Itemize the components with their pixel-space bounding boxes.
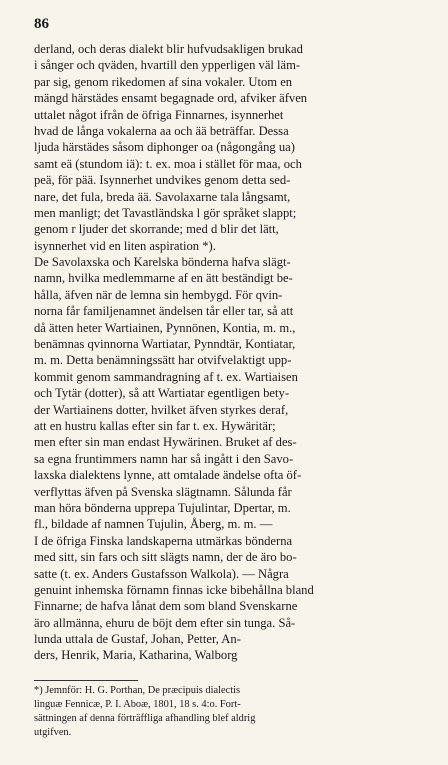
text-line: att en hustru kallas efter sin far t. ex. Hywäritär; bbox=[34, 418, 276, 433]
text-line: namn, hvilka medlemmarne af en ätt beständigt be- bbox=[34, 271, 293, 286]
text-line: men efter sin man endast Hywärinen. Bruket af des- bbox=[34, 435, 297, 450]
text-line: Finnarne; de hafva lånat dem som bland Svenskarne bbox=[34, 599, 298, 614]
text-line: genuint inhemska förnamn finnas icke bibehållna bland bbox=[34, 582, 314, 597]
text-line: der Wartiainens dotter, hvilket äfven styrkes deraf, bbox=[34, 402, 289, 417]
footnote-rule bbox=[34, 680, 138, 681]
text-line: laxska dialektens lynne, att omtalade ändelse ofta öf- bbox=[34, 468, 302, 483]
text-line: sa egna fruntimmers namn har så ingått i den Savo- bbox=[34, 451, 294, 466]
text-line: då ätten heter Wartiainen, Pynnönen, Kontia, m. m., bbox=[34, 320, 296, 335]
text-line: kommit genom sammandragning af t. ex. Wartiaisen bbox=[34, 369, 298, 384]
text-line: benämnas qvinnorna Wartiatar, Pynndtär, Kontiatar, bbox=[34, 337, 296, 352]
page-number: 86 bbox=[34, 16, 49, 32]
text-line: nare, det fula, breda ää. Savolaxarne tala långsamt, bbox=[34, 189, 291, 204]
text-line: genom r ljuder det skorrande; med d blir det lätt, bbox=[34, 222, 279, 237]
text-line: äro allmänna, ehuru de böjt dem efter sin tunga. Så- bbox=[34, 615, 296, 630]
text-line: m. m. Detta benämningssätt har otvifvelaktigt upp- bbox=[34, 353, 292, 368]
text-line: ders, Henrik, Maria, Katharina, Walborg bbox=[34, 648, 238, 663]
text-line: man höra bönderna upprepa Tujulintar, Dpertar, m. bbox=[34, 500, 291, 515]
text-line: norna får familjenamnet ändelsen tår eller tar, så att bbox=[34, 304, 294, 319]
text-line: hvad de långa vokalerna aa och ää beträffar. Dessa bbox=[34, 123, 289, 138]
text-line: och Tytär (dotter), så att Wartiatar egentligen bety- bbox=[34, 386, 290, 401]
text-line: I de öfriga Finska landskaperna utmärkas bönderna bbox=[34, 533, 293, 548]
footnote-line: linguæ Fennicæ, P. I. Aboæ, 1801, 18 s. 4:o. Fort- bbox=[34, 699, 241, 710]
footnote-line: sättningen af denna förträffliga afhandling blef aldrig bbox=[34, 713, 256, 724]
text-line: samt eä (stundom iä): t. ex. moa i stället för maa, och bbox=[34, 156, 302, 171]
text-line: peä, för pää. Isynnerhet undvikes genom detta sed- bbox=[34, 173, 291, 188]
text-line: lunda uttala de Gustaf, Johan, Petter, An- bbox=[34, 632, 241, 647]
text-line: satte (t. ex. Anders Gustafsson Walkola). — Några bbox=[34, 566, 289, 581]
text-line: uttalet något ifrån de öfriga Finnarnes, isynnerhet bbox=[34, 107, 284, 122]
text-line: med sitt, sin fars och sitt slägts namn, der de äro bo- bbox=[34, 550, 297, 565]
footnote-line: utgifven. bbox=[34, 727, 72, 738]
body-text bbox=[34, 41, 446, 664]
text-line: derland, och deras dialekt blir hufvudsakligen brukad bbox=[34, 42, 303, 56]
text-line: par sig, genom rikedomen af sina vokaler. Utom en bbox=[34, 74, 293, 89]
text-line: hålla, äfven när de lemna sin hembygd. För qvin- bbox=[34, 287, 283, 302]
text-line: ljuda härstädes såsom diphonger oa (någongång ua) bbox=[34, 140, 295, 155]
text-line: De Savolaxska och Karelska bönderna hafva slägt- bbox=[34, 255, 291, 270]
text-line: verflyttas äfven på Svenska slägtnamn. Sålunda får bbox=[34, 484, 292, 499]
text-line: isynnerhet vid en liten aspiration *). bbox=[34, 238, 216, 253]
footnote bbox=[34, 684, 446, 740]
text-line: men manligt; det Tavastländska l gör språket slappt; bbox=[34, 205, 297, 220]
text-line: mängd härstädes ensamt begagnade ord, afviker äfven bbox=[34, 91, 308, 106]
text-line: i sånger och qväden, hvartill den ypperligen väl läm- bbox=[34, 58, 301, 73]
text-line: fl., bildade af namnen Tujulin, Åberg, m. m. — bbox=[34, 517, 273, 532]
footnote-line: *) Jemnför: H. G. Porthan, De præcipuis dialectis bbox=[34, 685, 241, 696]
